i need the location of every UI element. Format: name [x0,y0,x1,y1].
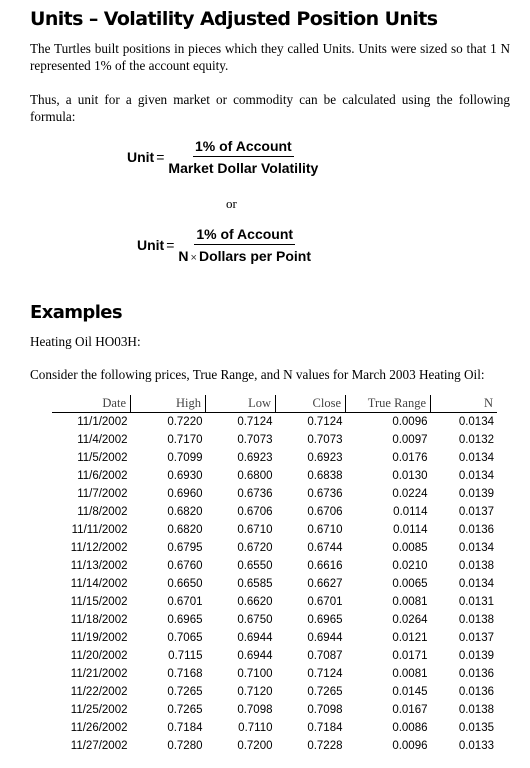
cell-low: 0.6620 [237,596,273,608]
cell-close: 0.6710 [307,524,343,536]
cell-close: 0.7228 [307,740,343,752]
cell-true-range: 0.0086 [392,722,428,734]
cell-true-range: 0.0121 [392,632,428,644]
cell-close: 0.7124 [307,668,343,680]
cell-date: 11/25/2002 [70,704,128,716]
table-row [52,431,497,449]
column-header-n: N [431,395,498,413]
cell-close: 0.6736 [307,488,343,500]
cell-close: 0.7087 [307,650,343,662]
formula-denominator: Market Dollar Volatility [168,160,319,176]
cell-high: 0.6820 [167,524,203,536]
cell-n: 0.0135 [458,722,494,734]
times-symbol: × [190,252,197,264]
cell-n: 0.0139 [458,488,494,500]
table-header-row [52,395,497,413]
cell-date: 11/8/2002 [77,506,128,518]
formula-numerator: 1% of Account [194,226,295,245]
cell-date: 11/14/2002 [70,578,128,590]
cell-high: 0.7184 [167,722,203,734]
cell-close: 0.7184 [307,722,343,734]
cell-date: 11/20/2002 [70,650,128,662]
cell-close: 0.6744 [307,542,343,554]
cell-high: 0.7265 [167,704,203,716]
cell-low: 0.6736 [237,488,273,500]
cell-true-range: 0.0264 [392,614,428,626]
or-separator: or [226,196,237,211]
cell-low: 0.6800 [237,470,273,482]
cell-n: 0.0136 [458,668,494,680]
cell-low: 0.6720 [237,542,273,554]
table-row [52,629,497,647]
cell-n: 0.0137 [458,632,494,644]
cell-date: 11/5/2002 [77,452,128,464]
cell-close: 0.7265 [307,686,343,698]
cell-true-range: 0.0114 [393,506,428,518]
cell-date: 11/11/2002 [71,524,128,536]
cell-n: 0.0131 [458,596,494,608]
table-row [52,719,497,737]
cell-true-range: 0.0096 [392,416,428,428]
cell-high: 0.7065 [167,632,203,644]
table-row [52,701,497,719]
table-row [52,539,497,557]
cell-date: 11/18/2002 [70,614,128,626]
cell-n: 0.0136 [458,686,494,698]
cell-date: 11/7/2002 [77,488,128,500]
formula-fraction [166,138,320,176]
cell-high: 0.7280 [167,740,203,752]
denominator-n: N [178,248,189,264]
cell-true-range: 0.0097 [392,434,428,446]
cell-low: 0.6750 [237,614,273,626]
cell-low: 0.6923 [237,452,273,464]
cell-n: 0.0132 [458,434,494,446]
cell-close: 0.6965 [307,614,343,626]
cell-true-range: 0.0167 [392,704,428,716]
cell-low: 0.6585 [237,578,273,590]
cell-close: 0.6627 [307,578,343,590]
cell-true-range: 0.0176 [392,452,428,464]
cell-date: 11/15/2002 [70,596,128,608]
cell-close: 0.6701 [307,596,343,608]
table-row [52,557,497,575]
unit-formula-2 [137,226,313,264]
table-row [52,485,497,503]
page-title: Units – Volatility Adjusted Position Units [30,8,438,30]
cell-high: 0.6701 [167,596,203,608]
cell-high: 0.6795 [167,542,203,554]
cell-low: 0.6710 [237,524,273,536]
column-header-low: Low [206,395,276,413]
cell-date: 11/12/2002 [70,542,128,554]
cell-date: 11/6/2002 [77,470,128,482]
formula-denominator [176,245,313,264]
cell-date: 11/26/2002 [70,722,128,734]
cell-n: 0.0138 [458,560,494,572]
cell-low: 0.7200 [237,740,273,752]
examples-heading: Examples [30,302,122,323]
cell-low: 0.6944 [237,650,273,662]
column-header-true-range: True Range [346,395,431,413]
cell-close: 0.6838 [307,470,343,482]
table-row [52,575,497,593]
denominator-dollars-per-point: Dollars per Point [198,248,311,264]
cell-high: 0.6760 [167,560,203,572]
cell-low: 0.7110 [238,722,273,734]
table-row [52,737,497,755]
table-row [52,593,497,611]
formula-fraction [176,226,313,264]
cell-true-range: 0.0096 [392,740,428,752]
cell-date: 11/19/2002 [70,632,128,644]
intro-paragraph: The Turtles built positions in pieces which they called Units. Units were sized so that 1 N represented 1% of the account equity. [30,41,510,73]
cell-low: 0.7100 [237,668,273,680]
cell-low: 0.6550 [237,560,273,572]
cell-high: 0.6650 [167,578,203,590]
formula-lhs: Unit [137,237,165,253]
example-name: Heating Oil HO03H: [30,334,141,349]
column-header-high: High [131,395,206,413]
formula-equals: = [156,149,165,165]
cell-true-range: 0.0210 [392,560,428,572]
cell-true-range: 0.0130 [392,470,428,482]
cell-n: 0.0139 [458,650,494,662]
cell-true-range: 0.0085 [392,542,428,554]
cell-true-range: 0.0171 [392,650,428,662]
cell-n: 0.0137 [458,506,494,518]
cell-true-range: 0.0145 [392,686,428,698]
cell-date: 11/27/2002 [70,740,128,752]
cell-low: 0.7124 [237,416,273,428]
cell-low: 0.6944 [237,632,273,644]
column-header-date: Date [52,395,131,413]
cell-n: 0.0133 [458,740,494,752]
cell-true-range: 0.0224 [392,488,428,500]
table-row [52,521,497,539]
formula-equals: = [166,237,175,253]
cell-n: 0.0134 [458,470,494,482]
cell-high: 0.6930 [167,470,203,482]
cell-n: 0.0138 [458,614,494,626]
formula-intro-paragraph: Thus, a unit for a given market or commodity can be calculated using the following formula: [30,92,510,124]
cell-high: 0.7168 [167,668,203,680]
column-header-close: Close [276,395,346,413]
cell-date: 11/4/2002 [77,434,128,446]
table-row [52,413,497,432]
cell-high: 0.6960 [167,488,203,500]
cell-n: 0.0134 [458,542,494,554]
cell-n: 0.0134 [458,578,494,590]
cell-low: 0.6706 [237,506,273,518]
cell-n: 0.0136 [458,524,494,536]
cell-close: 0.6944 [307,632,343,644]
cell-high: 0.7170 [167,434,203,446]
cell-true-range: 0.0114 [393,524,428,536]
cell-high: 0.7115 [168,650,203,662]
cell-high: 0.7099 [167,452,203,464]
cell-close: 0.6923 [307,452,343,464]
cell-close: 0.6706 [307,506,343,518]
table-row [52,683,497,701]
cell-high: 0.6965 [167,614,203,626]
example-description: Consider the following prices, True Range, and N values for March 2003 Heating Oil: [30,367,485,382]
cell-close: 0.7073 [307,434,343,446]
cell-close: 0.7098 [307,704,343,716]
cell-n: 0.0138 [458,704,494,716]
cell-low: 0.7098 [237,704,273,716]
formula-lhs: Unit [127,149,155,165]
table-body [52,413,497,756]
formula-numerator: 1% of Account [193,138,294,157]
cell-date: 11/13/2002 [70,560,128,572]
table-row [52,647,497,665]
cell-n: 0.0134 [458,452,494,464]
table-row [52,449,497,467]
cell-close: 0.6616 [307,560,343,572]
cell-n: 0.0134 [458,416,494,428]
table-row [52,467,497,485]
cell-true-range: 0.0081 [392,596,428,608]
table-row [52,665,497,683]
cell-close: 0.7124 [307,416,343,428]
cell-date: 11/22/2002 [70,686,128,698]
cell-high: 0.7220 [167,416,203,428]
cell-high: 0.7265 [167,686,203,698]
cell-low: 0.7073 [237,434,273,446]
table-row [52,611,497,629]
table-row [52,503,497,521]
cell-low: 0.7120 [237,686,273,698]
cell-true-range: 0.0081 [392,668,428,680]
cell-date: 11/21/2002 [70,668,128,680]
cell-true-range: 0.0065 [392,578,428,590]
unit-formula-1 [127,138,320,176]
price-table [52,395,497,755]
cell-high: 0.6820 [167,506,203,518]
cell-date: 11/1/2002 [77,416,128,428]
